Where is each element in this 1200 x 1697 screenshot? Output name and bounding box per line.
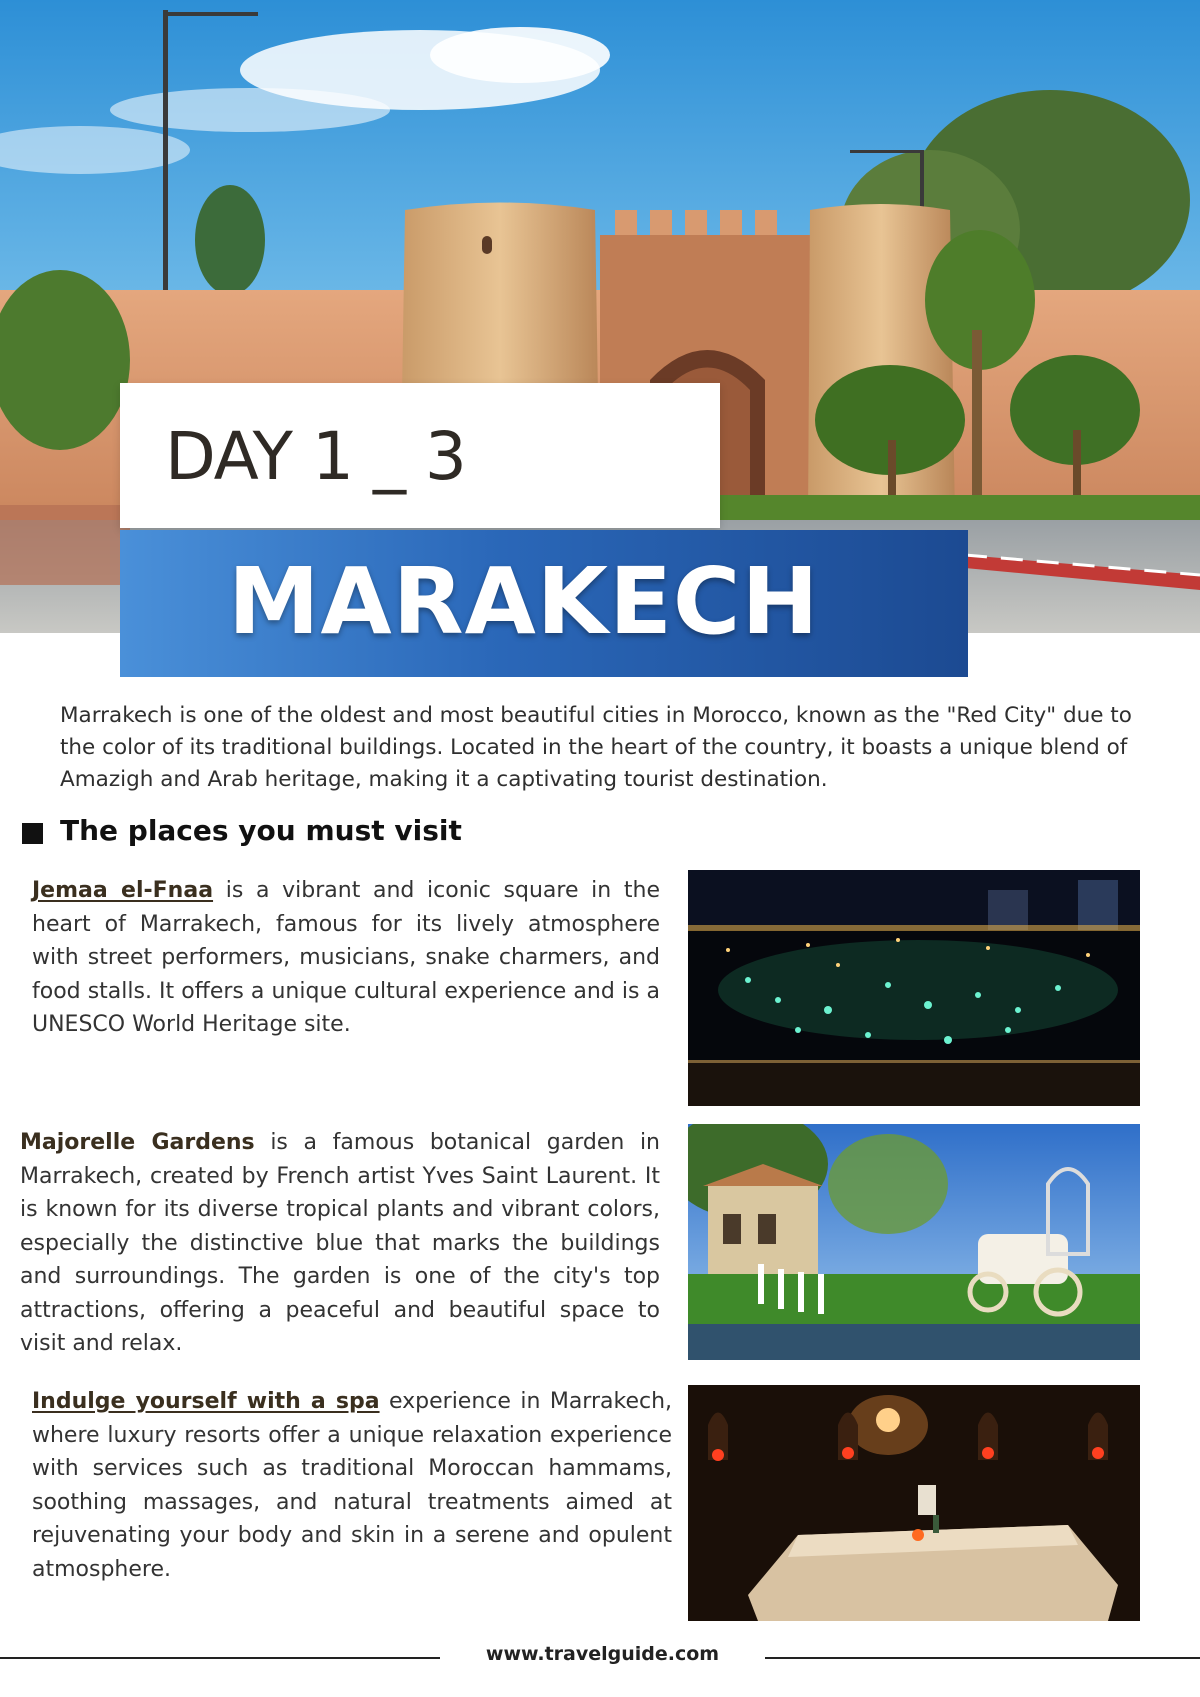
section-title: The places you must visit: [60, 814, 462, 847]
place-name-link[interactable]: Indulge yourself with a spa: [32, 1389, 380, 1414]
place-description-majorelle-gardens: [20, 1126, 660, 1361]
place-description-text: experience in Marrakech, where luxury resorts offer a unique relaxation experience with services such as traditional Moroccan hammams, soothing massages, and natural treatments aimed at rejuvenating your body and skin in a serene and opulent atmosphere.: [32, 1389, 673, 1582]
city-title: MARAKECH: [228, 548, 820, 655]
section-bullet-icon: [22, 823, 43, 844]
place-description-jemaa-el-fnaa: [32, 874, 660, 1042]
footer-divider-right: [765, 1657, 1200, 1659]
intro-paragraph: Marrakech is one of the oldest and most beautiful cities in Morocco, known as the "Red City" due to the color of its traditional buildings. Located in the heart of the country, it boasts a unique blend of Amazigh and Arab heritage, making it a captivating tourist destination.: [60, 703, 1132, 792]
place-photo-spa: [688, 1385, 1140, 1621]
place-name: Majorelle Gardens: [20, 1130, 255, 1155]
place-photo-majorelle-gardens: [688, 1124, 1140, 1360]
place-description-text: is a famous botanical garden in Marrakech, created by French artist Yves Saint Laurent. It is known for its diverse tropical plants and vibrant colors, especially the distinctive blue that marks the buildings and surroundings. The garden is one of the city's top attractions, offering a peaceful and beautiful space to visit and relax.: [20, 1130, 661, 1356]
place-photo-jemaa-el-fnaa: [688, 870, 1140, 1106]
footer-website-link[interactable]: www.travelguide.com: [485, 1643, 720, 1665]
place-description-text: is a vibrant and iconic square in the heart of Marrakech, famous for its lively atmosphere with street performers, musicians, snake charmers, and food stalls. It offers a unique cultural experience and is a UNESCO World Heritage site.: [32, 878, 661, 1037]
place-name-link[interactable]: Jemaa el-Fnaa: [32, 878, 214, 903]
place-description-spa: [32, 1385, 672, 1586]
day-label: DAY 1 _ 3: [165, 418, 466, 495]
footer-divider-left: [0, 1657, 440, 1659]
